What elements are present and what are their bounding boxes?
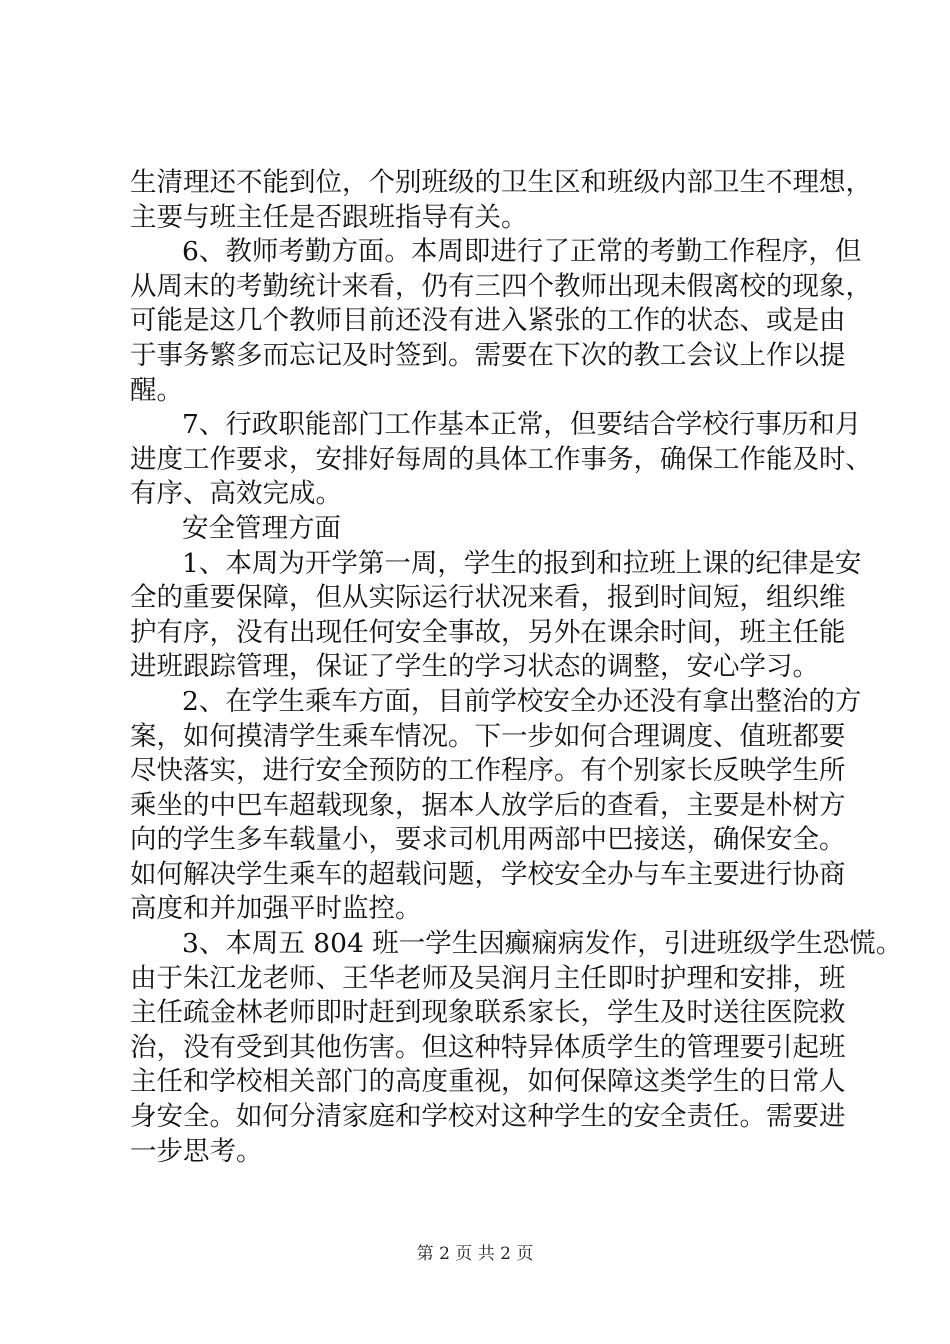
text-line: 案，如何摸清学生乘车情况。下一步如何合理调度、值班都要 <box>130 720 846 752</box>
text-line: 生清理还不能到位，个别班级的卫生区和班级内部卫生不理想， <box>130 167 872 198</box>
text-line: 护有序，没有出现任何安全事故，另外在课余时间，班主任能 <box>130 616 846 648</box>
document-body <box>130 166 903 1169</box>
text-line: 一步思考。 <box>130 1135 263 1167</box>
text-line: 于事务繁多而忘记及时签到。需要在下次的教工会议上作以提 <box>130 339 846 371</box>
text-line: 主任疏金林老师即时赶到现象联系家长，学生及时送往医院救 <box>130 997 846 1029</box>
text-line: 3、本周五 804 班一学生因癫痫病发作，引进班级学生恐慌。 <box>182 928 903 960</box>
text-line: 如何解决学生乘车的超载问题，学校安全办与车主要进行协商 <box>130 858 846 890</box>
text-line: 尽快落实，进行安全预防的工作程序。有个别家长反映学生所 <box>130 755 846 787</box>
text-line: 7、行政职能部门工作基本正常，但要结合学校行事历和月 <box>182 409 862 441</box>
text-line: 全的重要保障，但从实际运行状况来看，报到时间短，组织维 <box>130 582 846 614</box>
text-line: 1、本周为开学第一周，学生的报到和拉班上课的纪律是安 <box>182 547 862 579</box>
text-line: 2、在学生乘车方面，目前学校安全办还没有拿出整治的方 <box>182 685 862 717</box>
text-line: 主要与班主任是否跟班指导有关。 <box>130 201 528 233</box>
text-line: 乘坐的中巴车超载现象，据本人放学后的查看，主要是朴树方 <box>130 789 846 821</box>
page-footer: 第 2 页 共 2 页 <box>416 1244 534 1264</box>
text-line: 高度和并加强平时监控。 <box>130 893 422 925</box>
text-line: 安全管理方面 <box>182 512 341 544</box>
text-line: 进度工作要求，安排好每周的具体工作事务，确保工作能及时、 <box>130 443 872 475</box>
text-line: 从周末的考勤统计来看，仍有三四个教师出现未假离校的现象， <box>130 270 872 302</box>
text-line: 治，没有受到其他伤害。但这种特异体质学生的管理要引起班 <box>130 1031 846 1063</box>
text-line: 醒。 <box>130 374 183 406</box>
text-line: 向的学生多车载量小，要求司机用两部中巴接送，确保安全。 <box>130 824 846 856</box>
text-line: 身安全。如何分清家庭和学校对这种学生的安全责任。需要进 <box>130 1101 846 1133</box>
text-line: 进班跟踪管理，保证了学生的学习状态的调整，安心学习。 <box>130 651 819 683</box>
text-line: 由于朱江龙老师、王华老师及吴润月主任即时护理和安排，班 <box>130 962 846 994</box>
text-line: 可能是这几个教师目前还没有进入紧张的工作的状态、或是由 <box>130 305 846 337</box>
text-line: 有序、高效完成。 <box>130 478 342 510</box>
text-line: 主任和学校相关部门的高度重视，如何保障这类学生的日常人 <box>130 1066 846 1098</box>
text-line: 6、教师考勤方面。本周即进行了正常的考勤工作程序，但 <box>182 236 862 268</box>
